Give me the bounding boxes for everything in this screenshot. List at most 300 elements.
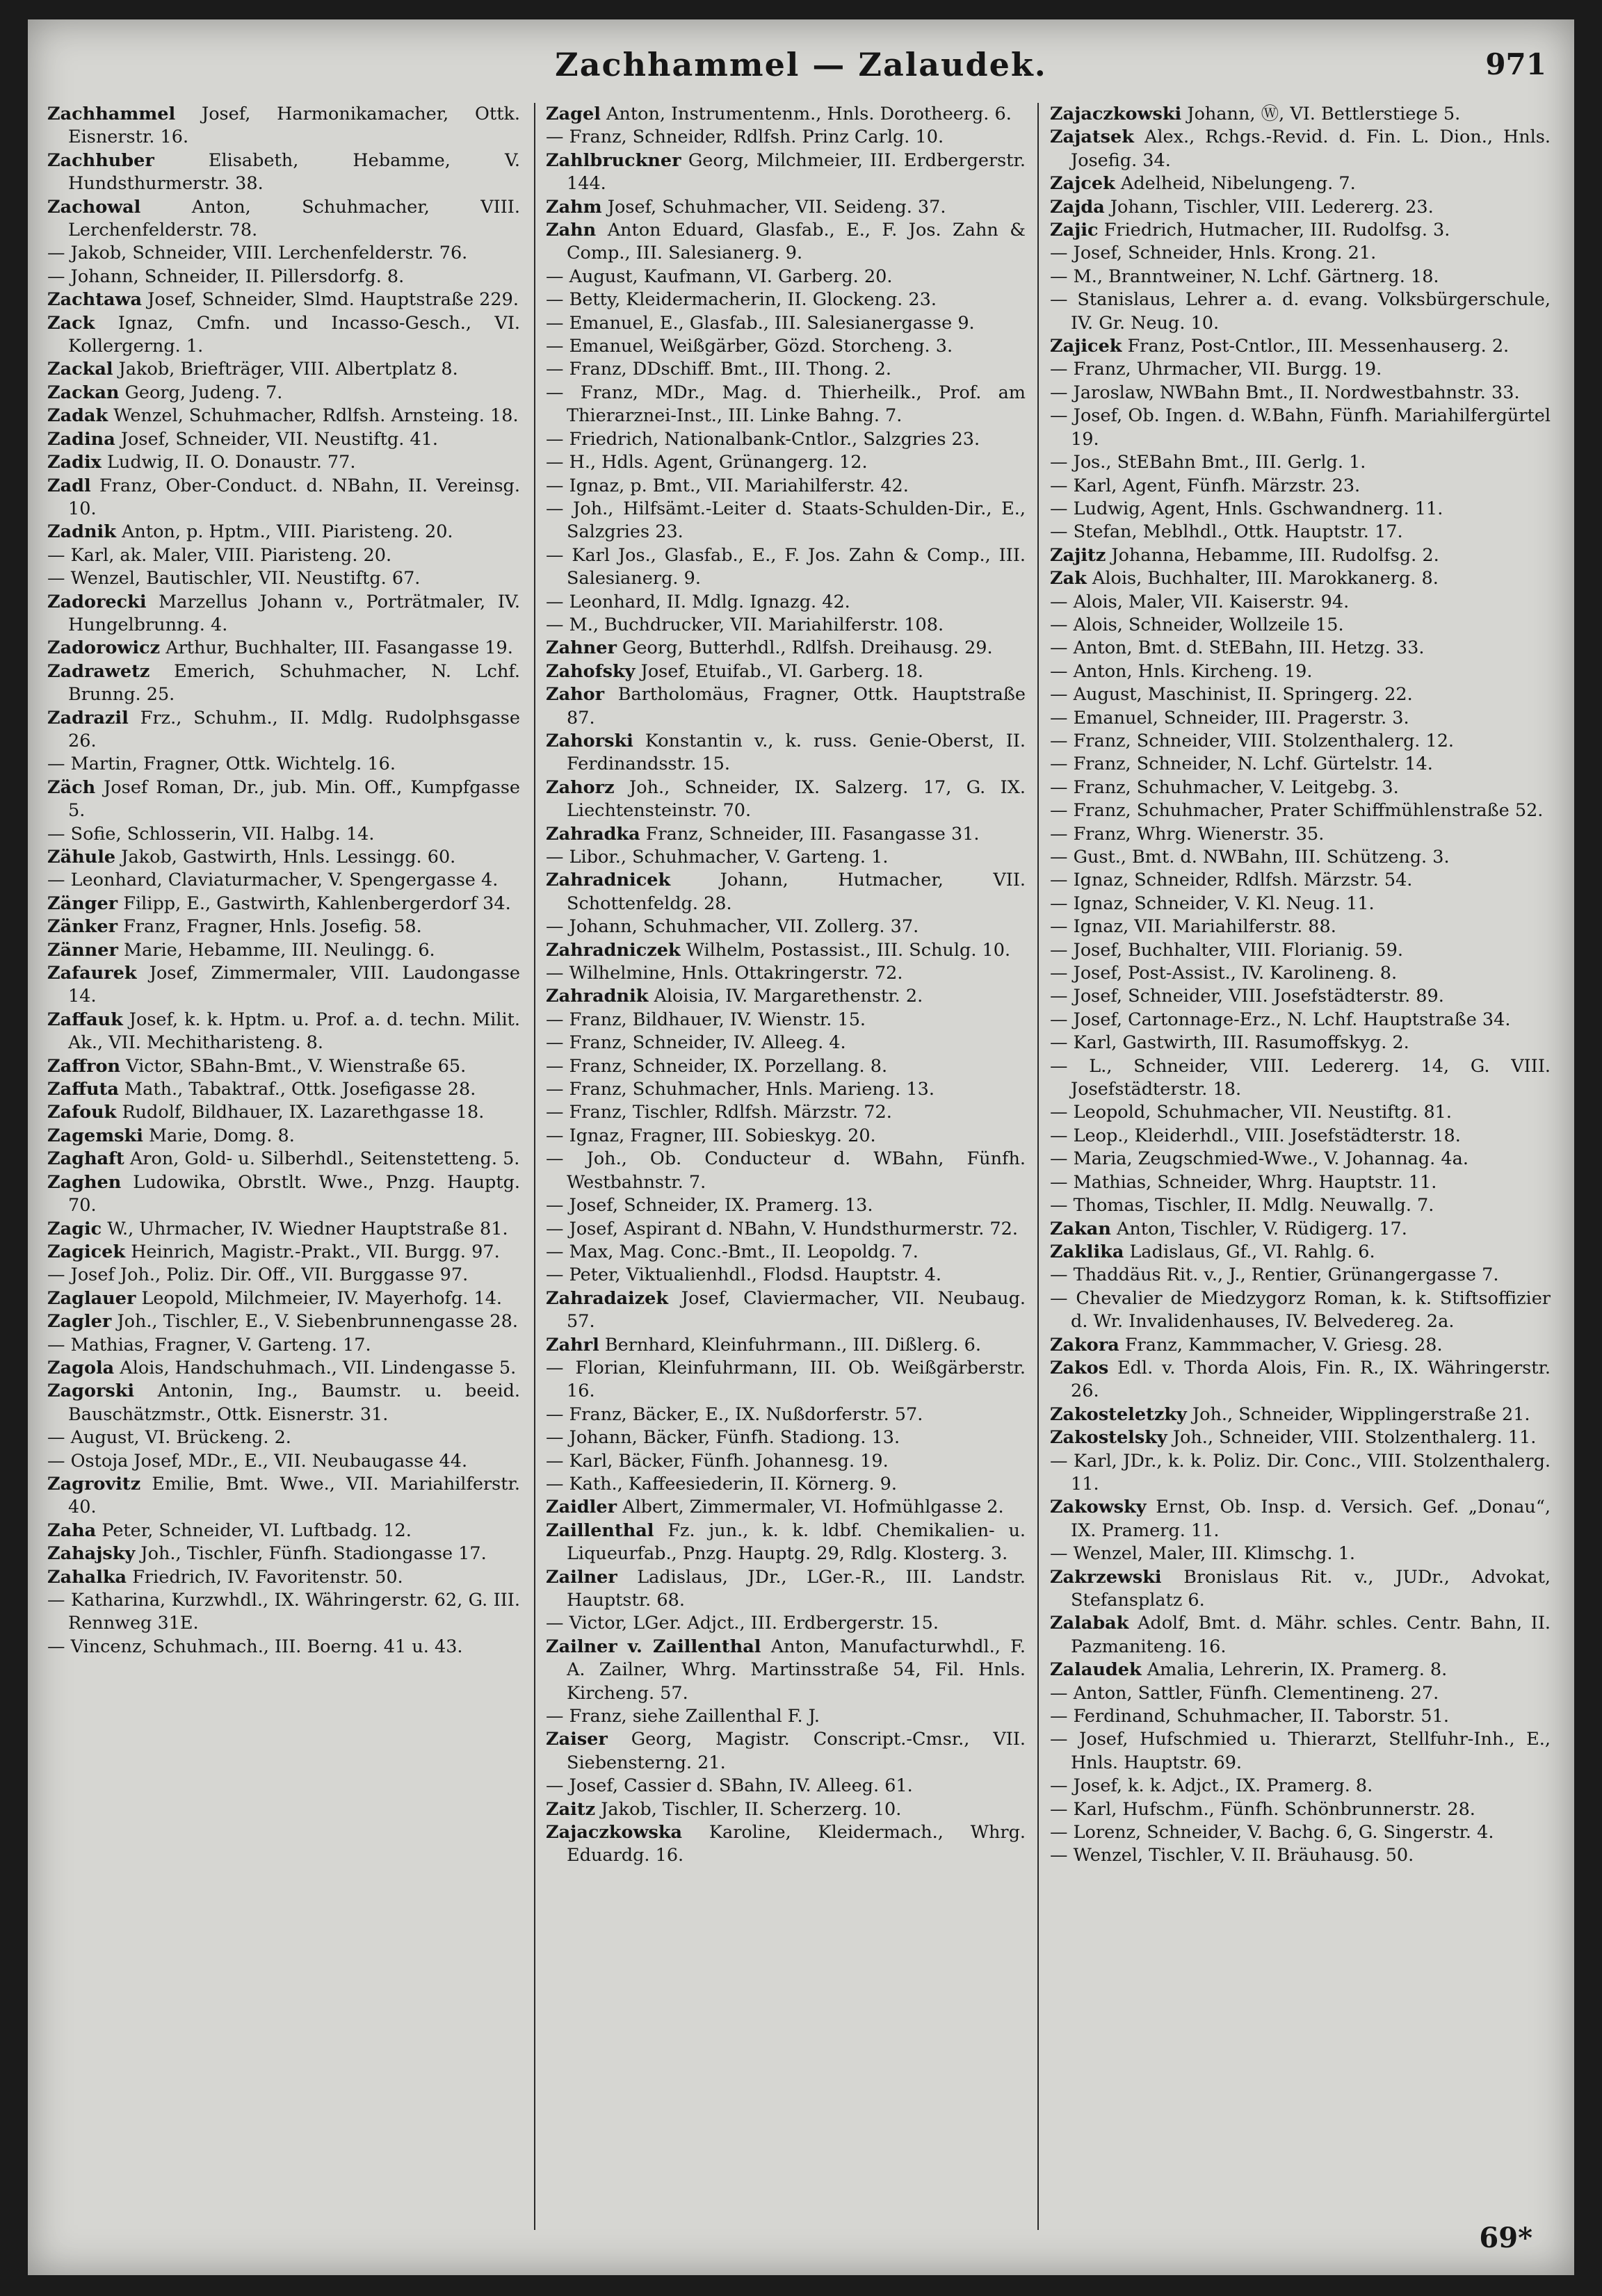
entry-surname: Zahm [546, 196, 602, 218]
entry-surname: Zaiser [546, 1729, 608, 1750]
entry-details: — Wilhelmine, Hnls. Ottakringerstr. 72. [546, 963, 903, 984]
entry-details: Ignaz, Cmfn. und Incasso-Gesch., VI. Kollergerng. 1. [68, 312, 520, 357]
entry-details: — Franz, siehe Zaillenthal F. J. [546, 1706, 820, 1727]
entry-details: — Anton, Bmt. d. StEBahn, III. Hetzg. 33. [1050, 637, 1425, 659]
directory-entry [546, 985, 1026, 1008]
entry-details: — Ferdinand, Schuhmacher, II. Taborstr. 51. [1050, 1706, 1449, 1727]
entry-details: — Karl, Agent, Fünfh. Märzstr. 23. [1050, 475, 1361, 496]
entry-details: — Franz, Schneider, VIII. Stolzenthalerg. 12. [1050, 730, 1455, 751]
entry-details: — Ignaz, p. Bmt., VII. Mariahilferstr. 42. [546, 475, 909, 496]
directory-entry [546, 1612, 1026, 1635]
directory-entry [1050, 521, 1551, 544]
entry-surname: Zaglauer [47, 1287, 136, 1309]
entry-details: Alex., Rchgs.-Revid. d. Fin. L. Dion., Hnls. Josefig. 34. [1071, 127, 1551, 171]
entry-details: — Ignaz, Schneider, V. Kl. Neug. 11. [1050, 893, 1375, 914]
directory-entry [546, 1821, 1026, 1868]
directory-entry [47, 358, 520, 381]
entry-details: — Josef Joh., Poliz. Dir. Off., VII. Burggasse 97. [47, 1264, 469, 1286]
entry-details: Jakob, Briefträger, VIII. Albertplatz 8. [118, 359, 458, 380]
directory-entry [47, 1334, 520, 1357]
entry-details: — Stefan, Meblhdl., Ottk. Hauptstr. 17. [1050, 521, 1403, 543]
entry-surname: Zaffuta [47, 1079, 119, 1100]
directory-entry [47, 1009, 520, 1055]
entry-details: — Joh., Ob. Conducteur d. WBahn, Fünfh. Westbahnstr. 7. [546, 1148, 1026, 1193]
entry-details: — Franz, MDr., Mag. d. Thierheilk., Prof. am Thierarznei-Inst., III. Linke Bahng. 7. [546, 382, 1026, 427]
entry-details: — Josef, Schneider, VIII. Josefstädterstr. 89. [1050, 986, 1444, 1007]
directory-entry [546, 149, 1026, 196]
entry-details: — Ignaz, VII. Mariahilferstr. 88. [1050, 916, 1336, 938]
directory-entry [1050, 1450, 1551, 1497]
directory-entry [1050, 869, 1551, 892]
entry-details: Friedrich, Hutmacher, III. Rudolfsg. 3. [1103, 220, 1450, 241]
entry-surname: Zahradnicek [546, 870, 671, 891]
directory-entry [546, 614, 1026, 637]
entry-details: Anton, Instrumentenm., Hnls. Dorotheerg. 6. [606, 104, 1012, 124]
entry-details: — Johann, Bäcker, Fünfh. Stadiong. 13. [546, 1427, 900, 1449]
directory-entry [47, 149, 520, 196]
entry-details: — Josef, Cassier d. SBahn, IV. Alleeg. 61. [546, 1775, 913, 1797]
entry-surname: Zakora [1050, 1334, 1119, 1355]
entry-details: — Alois, Maler, VII. Kaiserstr. 94. [1050, 591, 1350, 612]
entry-details: Anton, Schuhmacher, VIII. Lerchenfelderstr. 78. [68, 196, 520, 241]
entry-details: — Franz, Schuhmacher, Prater Schiffmühlenstraße 52. [1050, 800, 1544, 822]
entry-details: Joh., Schneider, VIII. Stolzenthalerg. 11. [1172, 1427, 1537, 1449]
directory-entry [546, 498, 1026, 544]
entry-surname: Zajatsek [1050, 127, 1134, 148]
entry-details: Adelheid, Nibelungeng. 7. [1120, 173, 1356, 195]
entry-details: — Thomas, Tischler, II. Mdlg. Neuwallg. 7. [1050, 1195, 1434, 1216]
directory-entry [47, 288, 520, 311]
directory-entry [1050, 1659, 1551, 1682]
entry-details: — Leonhard, Claviaturmacher, V. Spengergasse 4. [47, 870, 499, 891]
entry-details: Joh., Schneider, Wipplingerstraße 21. [1192, 1403, 1530, 1425]
directory-entry [47, 1310, 520, 1333]
entry-details: — Maria, Zeugschmied-Wwe., V. Johannag. 4a. [1050, 1148, 1468, 1170]
directory-entry [1050, 591, 1551, 614]
entry-details: — Franz, DDschiff. Bmt., III. Thong. 2. [546, 359, 892, 380]
entry-details: Karoline, Kleidermach., Whrg. Eduardg. 16. [567, 1822, 1026, 1866]
directory-entry [47, 242, 520, 265]
directory-entry [1050, 1125, 1551, 1148]
directory-entry [546, 1775, 1026, 1798]
entry-details: Ludwig, II. O. Donaustr. 77. [106, 452, 356, 473]
entry-surname: Zajic [1050, 220, 1099, 241]
entry-surname: Zadrawetz [47, 660, 150, 682]
entry-surname: Zadrazil [47, 707, 129, 728]
entry-surname: Zagemski [47, 1125, 143, 1146]
entry-details: — Alois, Schneider, Wollzeile 15. [1050, 614, 1344, 635]
entry-details: — Josef, Schneider, Hnls. Krong. 21. [1050, 243, 1377, 264]
entry-details: — Joh., Hilfsämt.-Leiter d. Staats-Schulden-Dir., E., Salzgries 23. [546, 498, 1026, 543]
directory-entry [546, 1798, 1026, 1821]
entry-details: Marie, Hebamme, III. Neulingg. 6. [124, 939, 435, 961]
directory-entry [546, 1241, 1026, 1264]
directory-entry [546, 1636, 1026, 1705]
entry-details: Alois, Handschuhmach., VII. Lindengasse 5. [120, 1357, 517, 1378]
entry-details: Filipp, E., Gastwirth, Kahlenbergerdorf 34. [123, 893, 511, 914]
entry-surname: Zack [47, 312, 95, 334]
entry-details: Georg, Butterhdl., Rdlfsh. Dreihausg. 29. [622, 637, 993, 659]
entry-surname: Zajaczkowska [546, 1822, 683, 1843]
directory-entry [47, 637, 520, 660]
entry-surname: Zahrl [546, 1334, 599, 1355]
page-title: Zachhammel — Zalaudek. [555, 46, 1047, 83]
entry-surname: Zachtawa [47, 289, 142, 311]
directory-entry [1050, 1218, 1551, 1241]
directory-entry [546, 1078, 1026, 1101]
entry-surname: Zaklika [1050, 1241, 1124, 1262]
entry-details: — Wenzel, Maler, III. Klimschg. 1. [1050, 1543, 1355, 1565]
entry-details: Amalia, Lehrerin, IX. Pramerg. 8. [1147, 1659, 1448, 1681]
entry-details: Anton, Tischler, V. Rüdigerg. 17. [1116, 1218, 1407, 1239]
entry-details: Josef, Etuifab., VI. Garberg. 18. [640, 660, 923, 682]
directory-entry [1050, 776, 1551, 799]
directory-entry [1050, 823, 1551, 846]
entry-surname: Zakos [1050, 1357, 1109, 1378]
entry-details: Aloisia, IV. Margarethenstr. 2. [654, 986, 923, 1007]
directory-entry [546, 939, 1026, 962]
entry-details: — Franz, Schuhmacher, V. Leitgebg. 3. [1050, 776, 1399, 798]
directory-entry [546, 1426, 1026, 1449]
entry-details: Anton, Manufacturwhdl., F. A. Zailner, Whrg. Martinsstraße 54, Fil. Hnls. Kircheng. 57. [567, 1636, 1026, 1704]
entry-details: Johann, Hutmacher, VII. Schottenfeldg. 28. [567, 870, 1026, 914]
entry-details: Aron, Gold- u. Silberhdl., Seitenstetteng. 5. [129, 1148, 520, 1170]
entry-details: — M., Buchdrucker, VII. Mariahilferstr. 108. [546, 614, 944, 635]
entry-details: — Josef, Buchhalter, VIII. Florianig. 59. [1050, 939, 1403, 961]
directory-entry [1050, 103, 1551, 126]
entry-details: — Franz, Schneider, IV. Alleeg. 4. [546, 1032, 846, 1054]
entry-details: — Franz, Uhrmacher, VII. Burgg. 19. [1050, 359, 1382, 380]
directory-entry [1050, 172, 1551, 195]
entry-details: Arthur, Buchhalter, III. Fasangasse 19. [165, 637, 513, 659]
column-right [1050, 103, 1551, 2244]
directory-entry [546, 1334, 1026, 1357]
directory-entry [1050, 1705, 1551, 1728]
entry-details: Victor, SBahn-Bmt., V. Wienstraße 65. [126, 1055, 467, 1077]
directory-entry [47, 823, 520, 846]
directory-entry [47, 567, 520, 590]
entry-surname: Zachhuber [47, 149, 154, 171]
entry-surname: Zalabak [1050, 1613, 1129, 1634]
entry-surname: Zachowal [47, 196, 141, 218]
entry-details: Ludowika, Obrstlt. Wwe., Pnzg. Hauptg. 70. [68, 1171, 521, 1216]
directory-entry [1050, 985, 1551, 1008]
directory-entry [47, 1426, 520, 1449]
directory-entry [1050, 846, 1551, 869]
column-divider [1037, 103, 1039, 2230]
directory-entry [47, 1542, 520, 1565]
directory-entry [1050, 1566, 1551, 1613]
entry-details: — Franz, Schneider, N. Lchf. Gürtelstr. 14. [1050, 754, 1433, 775]
entry-surname: Zafaurek [47, 963, 137, 984]
directory-entry [1050, 1009, 1551, 1032]
entry-details: — Josef, k. k. Adjct., IX. Pramerg. 8. [1050, 1775, 1373, 1797]
directory-entry [546, 591, 1026, 614]
directory-entry [47, 312, 520, 359]
entry-surname: Zahradnik [546, 986, 649, 1007]
entry-surname: Zakan [1050, 1218, 1111, 1239]
directory-entry [47, 846, 520, 869]
entry-details: — Mathias, Fragner, V. Garteng. 17. [47, 1334, 371, 1355]
entry-surname: Zadina [47, 428, 115, 450]
entry-details: — Lorenz, Schneider, V. Bachg. 6, G. Singerstr. 4. [1050, 1822, 1494, 1843]
entry-details: — Leonhard, II. Mdlg. Ignazg. 42. [546, 591, 850, 612]
directory-entry [47, 1125, 520, 1148]
directory-entry [47, 591, 520, 637]
directory-entry [546, 869, 1026, 915]
entry-details: — Franz, Bäcker, E., IX. Nußdorferstr. 57. [546, 1403, 923, 1425]
entry-details: Edl. v. Thorda Alois, Fin. R., IX. Währingerstr. 26. [1071, 1357, 1551, 1402]
entry-details: Wenzel, Schuhmacher, Rdlfsh. Arnsteing. 18. [113, 405, 519, 427]
directory-entry [1050, 1798, 1551, 1821]
directory-entry [546, 1032, 1026, 1055]
entry-surname: Zagel [546, 104, 601, 124]
directory-entry [1050, 1542, 1551, 1565]
entry-surname: Zagler [47, 1311, 112, 1333]
entry-details: — Josef, Aspirant d. NBahn, V. Hundsthurmerstr. 72. [546, 1218, 1018, 1239]
entry-details: Marzellus Johann v., Porträtmaler, IV. Hungelbrunng. 4. [68, 591, 520, 635]
directory-entry [47, 405, 520, 428]
column-divider [534, 103, 535, 2230]
column-middle [546, 103, 1026, 2244]
directory-entry [1050, 219, 1551, 242]
entry-details: — Emanuel, E., Glasfab., III. Salesianergasse 9. [546, 312, 975, 334]
entry-details: — Karl, Gastwirth, III. Rasumoffskyg. 2. [1050, 1032, 1409, 1054]
page-header [28, 40, 1574, 103]
entry-surname: Zadnik [47, 521, 116, 543]
entry-details: Josef, Harmonikamacher, Ottk. Eisnerstr. 16. [68, 104, 521, 148]
entry-details: Georg, Milchmeier, III. Erdbergerstr. 144. [567, 149, 1026, 195]
entry-surname: Zähule [47, 847, 116, 868]
entry-surname: Zänker [47, 916, 118, 938]
directory-entry [546, 730, 1026, 776]
entry-surname: Zaffauk [47, 1009, 123, 1030]
directory-entry [1050, 1264, 1551, 1287]
directory-entry [1050, 1148, 1551, 1171]
directory-entry [47, 939, 520, 962]
entry-surname: Zadak [47, 405, 108, 427]
entry-surname: Zänner [47, 939, 118, 961]
entry-details: Josef, Claviermacher, VII. Neubaug. 57. [567, 1287, 1026, 1333]
directory-entry [546, 1496, 1026, 1519]
entry-details: — Karl, Bäcker, Fünfh. Johannesg. 19. [546, 1450, 889, 1472]
entry-details: Peter, Schneider, VI. Luftbadg. 12. [102, 1520, 412, 1541]
entry-surname: Zaffron [47, 1055, 121, 1077]
directory-entry [546, 1473, 1026, 1496]
directory-entry [47, 1357, 520, 1380]
entry-details: — Emanuel, Schneider, III. Pragerstr. 3. [1050, 707, 1409, 728]
entry-surname: Zadix [47, 452, 102, 473]
entry-surname: Zadorowicz [47, 637, 161, 659]
directory-page [28, 19, 1574, 2275]
entry-surname: Zahajsky [47, 1543, 136, 1565]
directory-entry [47, 544, 520, 567]
entry-surname: Zagicek [47, 1241, 126, 1262]
entry-details: Anton Eduard, Glasfab., E., F. Jos. Zahn & Comp., III. Salesianerg. 9. [567, 220, 1026, 264]
entry-details: — Wenzel, Tischler, V. II. Bräuhausg. 50. [1050, 1845, 1414, 1866]
directory-entry [1050, 1101, 1551, 1124]
directory-entry [47, 103, 520, 149]
entry-details: Josef Roman, Dr., jub. Min. Off., Kumpfgasse 5. [68, 776, 520, 822]
directory-entry [1050, 266, 1551, 288]
directory-entry [47, 1218, 520, 1241]
entry-details: Josef, Schuhmacher, VII. Seideng. 37. [607, 196, 946, 218]
entry-surname: Zackal [47, 359, 113, 380]
entry-surname: Zak [1050, 568, 1087, 589]
directory-entry [546, 475, 1026, 498]
directory-entry [1050, 799, 1551, 822]
directory-entry [47, 521, 520, 544]
directory-entry [1050, 451, 1551, 474]
directory-entry [546, 103, 1026, 126]
entry-details: — August, Kaufmann, VI. Garberg. 20. [546, 266, 893, 287]
directory-entry [47, 707, 520, 754]
entry-details: — Leop., Kleiderhdl., VIII. Josefstädterstr. 18. [1050, 1125, 1461, 1146]
directory-entry [1050, 1032, 1551, 1055]
directory-entry [1050, 683, 1551, 706]
directory-entry [1050, 382, 1551, 405]
directory-entry [1050, 1728, 1551, 1775]
directory-entry [546, 266, 1026, 288]
entry-surname: Zaidler [546, 1497, 617, 1518]
entry-surname: Zahofsky [546, 660, 636, 682]
entry-surname: Zahorz [546, 776, 615, 798]
directory-entry [47, 1171, 520, 1218]
entry-surname: Zahn [546, 220, 597, 241]
directory-entry [1050, 1171, 1551, 1194]
entry-details: Friedrich, IV. Favoritenstr. 50. [132, 1566, 403, 1588]
entry-details: — Josef, Post-Assist., IV. Karolineng. 8. [1050, 963, 1398, 984]
entry-details: — Libor., Schuhmacher, V. Garteng. 1. [546, 847, 889, 868]
directory-entry [47, 1566, 520, 1589]
entry-details: — Chevalier de Miedzygorz Roman, k. k. Stiftsoffizier d. Wr. Invalidenhauses, IV. Belvedereg. 2a. [1050, 1287, 1551, 1333]
entry-surname: Zajaczkowski [1050, 104, 1182, 124]
directory-entry [1050, 1194, 1551, 1217]
directory-entry [1050, 753, 1551, 776]
directory-entry [1050, 1426, 1551, 1449]
directory-entry [1050, 660, 1551, 683]
directory-entry [1050, 730, 1551, 753]
entry-surname: Zakosteletzky [1050, 1403, 1187, 1425]
directory-entry [1050, 242, 1551, 265]
directory-entry [1050, 707, 1551, 730]
entry-surname: Zafouk [47, 1102, 117, 1123]
entry-details: Josef, Schneider, VII. Neustiftg. 41. [120, 428, 439, 450]
directory-entry [47, 451, 520, 474]
entry-surname: Zagic [47, 1218, 102, 1239]
directory-entry [47, 776, 520, 823]
entry-details: Heinrich, Magistr.-Prakt., VII. Burgg. 97. [131, 1241, 500, 1262]
directory-entry [1050, 1844, 1551, 1867]
directory-entry [47, 475, 520, 521]
entry-details: — August, VI. Brückeng. 2. [47, 1427, 291, 1449]
entry-details: — Thaddäus Rit. v., J., Rentier, Grünangergasse 7. [1050, 1264, 1499, 1286]
directory-entry [1050, 126, 1551, 172]
directory-entry [546, 776, 1026, 823]
entry-details: — Karl, JDr., k. k. Poliz. Dir. Conc., VIII. Stolzenthalerg. 11. [1050, 1450, 1551, 1495]
directory-entry [1050, 405, 1551, 451]
entry-surname: Zakostelsky [1050, 1427, 1167, 1449]
directory-entry [1050, 1055, 1551, 1102]
entry-details: Josef, Schneider, Slmd. Hauptstraße 229. [147, 289, 519, 311]
entry-details: Franz, Fragner, Hnls. Josefig. 58. [123, 916, 422, 938]
entry-surname: Zahradniczek [546, 939, 681, 961]
directory-entry [47, 1148, 520, 1171]
directory-entry [1050, 1334, 1551, 1357]
entry-surname: Zänger [47, 893, 118, 914]
entry-details: Rudolf, Bildhauer, IX. Lazarethgasse 18. [122, 1102, 485, 1123]
entry-details: Ernst, Ob. Insp. d. Versich. Gef. „Donau“, IX. Pramerg. 11. [1071, 1497, 1551, 1541]
column-left [47, 103, 520, 2244]
entry-details: — Ignaz, Fragner, III. Sobieskyg. 20. [546, 1125, 876, 1146]
entry-details: Wilhelm, Postassist., III. Schulg. 10. [686, 939, 1011, 961]
entry-surname: Zalaudek [1050, 1659, 1142, 1681]
directory-entry [47, 1380, 520, 1426]
entry-details: — August, Maschinist, II. Springerg. 22. [1050, 684, 1413, 706]
directory-entry [546, 1705, 1026, 1728]
entry-details: Franz, Kammmacher, V. Griesg. 28. [1124, 1334, 1443, 1355]
directory-entry [546, 1403, 1026, 1426]
entry-surname: Zahradka [546, 823, 640, 845]
entry-details: Franz, Schneider, III. Fasangasse 31. [645, 823, 980, 845]
directory-entry [546, 219, 1026, 266]
directory-entry [47, 660, 520, 707]
entry-details: — Stanislaus, Lehrer a. d. evang. Volksbürgerschule, IV. Gr. Neug. 10. [1050, 289, 1551, 334]
directory-entry [47, 382, 520, 405]
directory-entry [546, 1055, 1026, 1078]
directory-entry [47, 1055, 520, 1078]
entry-details: W., Uhrmacher, IV. Wiedner Hauptstraße 81. [107, 1218, 508, 1239]
directory-entry [546, 1148, 1026, 1194]
directory-entry [546, 126, 1026, 149]
entry-details: Emerich, Schuhmacher, N. Lchf. Brunng. 25. [68, 660, 520, 706]
directory-entry [47, 196, 520, 243]
directory-entry [47, 1241, 520, 1264]
entry-surname: Zagola [47, 1357, 115, 1378]
entry-details: — Ignaz, Schneider, Rdlfsh. Märzstr. 54. [1050, 870, 1413, 891]
directory-entry [546, 1264, 1026, 1287]
entry-details: Georg, Magistr. Conscript.-Cmsr., VII. Siebensterng. 21. [567, 1729, 1026, 1773]
entry-surname: Zahalka [47, 1566, 127, 1588]
entry-details: Antonin, Ing., Baumstr. u. beeid. Bauschätzmstr., Ottk. Eisnerstr. 31. [68, 1381, 520, 1425]
entry-details: — Wenzel, Bautischler, VII. Neustiftg. 67. [47, 568, 421, 589]
entry-details: Adolf, Bmt. d. Mähr. schles. Centr. Bahn, II. Pazmaniteng. 16. [1071, 1613, 1551, 1657]
entry-details: — Franz, Tischler, Rdlfsh. Märzstr. 72. [546, 1102, 892, 1123]
entry-surname: Zadorecki [47, 591, 147, 612]
entry-details: Anton, p. Hptm., VIII. Piaristeng. 20. [121, 521, 453, 543]
entry-surname: Zackan [47, 382, 120, 403]
directory-entry [546, 312, 1026, 335]
directory-entry [546, 1287, 1026, 1334]
entry-details: — Johann, Schneider, II. Pillersdorfg. 8. [47, 266, 405, 287]
entry-details: — Karl Jos., Glasfab., E., F. Jos. Zahn & Comp., III. Salesianerg. 9. [546, 544, 1026, 589]
directory-entry [546, 335, 1026, 358]
directory-entry [546, 1218, 1026, 1241]
directory-entry [546, 637, 1026, 660]
entry-details: — Jaroslaw, NWBahn Bmt., II. Nordwestbahnstr. 33. [1050, 382, 1520, 403]
entry-details: — Franz, Whrg. Wienerstr. 35. [1050, 823, 1325, 845]
directory-entry [546, 428, 1026, 451]
entry-surname: Zachhammel [47, 104, 176, 124]
directory-entry [47, 869, 520, 892]
directory-entry [47, 428, 520, 451]
entry-details: Marie, Domg. 8. [149, 1125, 295, 1146]
entry-details: Johann, Tischler, VIII. Ledererg. 23. [1110, 196, 1434, 218]
directory-entry [47, 1450, 520, 1473]
entry-surname: Zaghaft [47, 1148, 124, 1170]
entry-details: Bronislaus Rit. v., JUDr., Advokat, Stefansplatz 6. [1071, 1566, 1551, 1611]
signature-mark: 69* [1479, 2222, 1532, 2254]
